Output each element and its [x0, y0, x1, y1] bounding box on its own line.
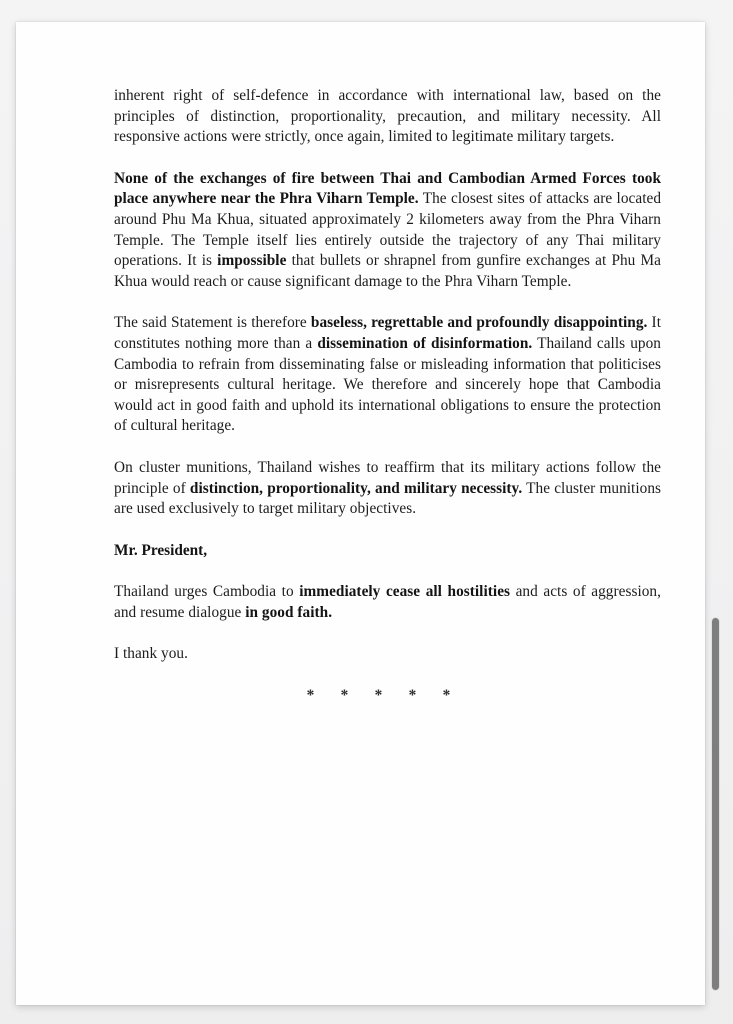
asterisk-glyph: * [306, 687, 315, 705]
paragraph-cluster-munitions: On cluster munitions, Thailand wishes to reaffirm that its military actions follow the principle of distinction, proportionality, and military necessity. The cluster munitions are used exclusively to target military objectives. [114, 458, 661, 518]
page-sheet [16, 22, 705, 1005]
page-inner-surface [16, 22, 705, 1005]
vertical-scrollbar-track[interactable] [715, 0, 727, 1024]
asterisk-glyph: * [408, 687, 417, 705]
document-text-body [114, 86, 661, 707]
vertical-scrollbar-thumb[interactable] [712, 618, 719, 990]
paragraph-urges-cambodia: Thailand urges Cambodia to immediately cease all hostilities and acts of aggression, and resume dialogue in good faith. [114, 583, 661, 621]
salutation-line: Mr. President, [114, 541, 208, 559]
asterisk-glyph: * [374, 687, 383, 705]
asterisk-glyph: * [442, 687, 451, 705]
asterisk-separator [114, 686, 661, 707]
paragraph-thank-you: I thank you. [114, 645, 188, 663]
paragraph-self-defence: inherent right of self-defence in accordance with international law, based on the principles of distinction, proportionality, precaution, and military necessity. All responsive actions were strictly, once again, limited to legitimate military targets. [114, 87, 661, 146]
paragraph-exchanges-of-fire: None of the exchanges of fire between Thai and Cambodian Armed Forces took place anywhere near the Phra Viharn Temple. The closest sites of attacks are located around Phu Ma Khua, situated approximately 2 kilometers away from the Phra Viharn Temple. The Temple itself lies entirely outside the trajectory of any Thai military operations. It is impossible that bullets or shrapnel from gunfire exchanges at Phu Ma Khua would reach or cause significant damage to the Phra Viharn Temple. [114, 169, 662, 290]
paragraph-said-statement: The said Statement is therefore baseless, regrettable and profoundly disappointing. It constitutes nothing more than a dissemination of disinformation. Thailand calls upon Cambodia to refrain from disseminating false or misleading information that politicises or misrepresents cultural heritage. We therefore and sincerely hope that Cambodia would act in good faith and uphold its international obligations to ensure the protection of cultural heritage. [114, 314, 661, 435]
asterisk-glyph: * [340, 687, 349, 705]
